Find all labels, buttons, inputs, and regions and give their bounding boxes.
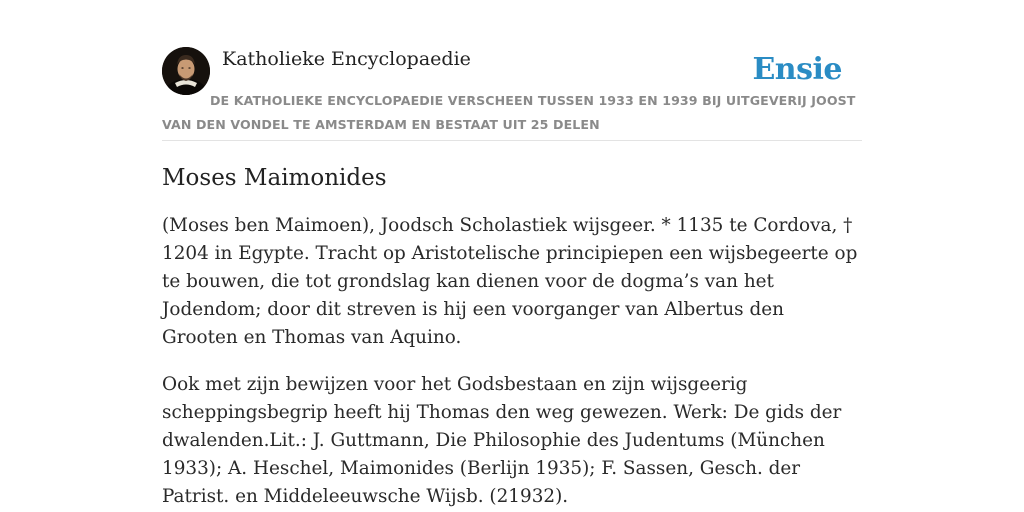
article-title: Moses Maimonides <box>162 165 387 191</box>
source-description: DE KATHOLIEKE ENCYCLOPAEDIE VERSCHEEN TUSSEN 1933 EN 1939 BIJ UITGEVERIJ JOOST VAN DEN VONDEL TE AMSTERDAM EN BESTAAT UIT 25 DELEN <box>162 93 856 132</box>
brand-logo[interactable]: Ensie <box>752 52 842 87</box>
article <box>162 162 862 511</box>
article-paragraph: Ook met zijn bewijzen voor het Godsbestaan en zijn wijsgeerig scheppingsbegrip heeft hij Thomas den weg gewezen. Werk: De gids der dwalenden.Lit.: J. Guttmann, Die Philosophie des Judentums (München 1933); A. Heschel, Maimonides (Berlijn 1935); F. Sassen, Gesch. der Patrist. en Middeleeuwsche Wijsb. (21932). <box>162 374 842 507</box>
source-header <box>162 46 862 141</box>
source-title[interactable]: Katholieke Encyclopaedie <box>222 48 471 70</box>
article-paragraph: (Moses ben Maimoen), Joodsch Scholastiek wijsgeer. * 1135 te Cordova, † 1204 in Egypte. Tracht op Aristotelische principiepen een wijsbegeerte op te bouwen, die tot grondslag kan dienen voor de dogma’s van het Jodendom; door dit streven is hij een voorganger van Albertus den Grooten en Thomas van Aquino. <box>162 215 858 348</box>
portrait-icon[interactable] <box>162 47 210 95</box>
